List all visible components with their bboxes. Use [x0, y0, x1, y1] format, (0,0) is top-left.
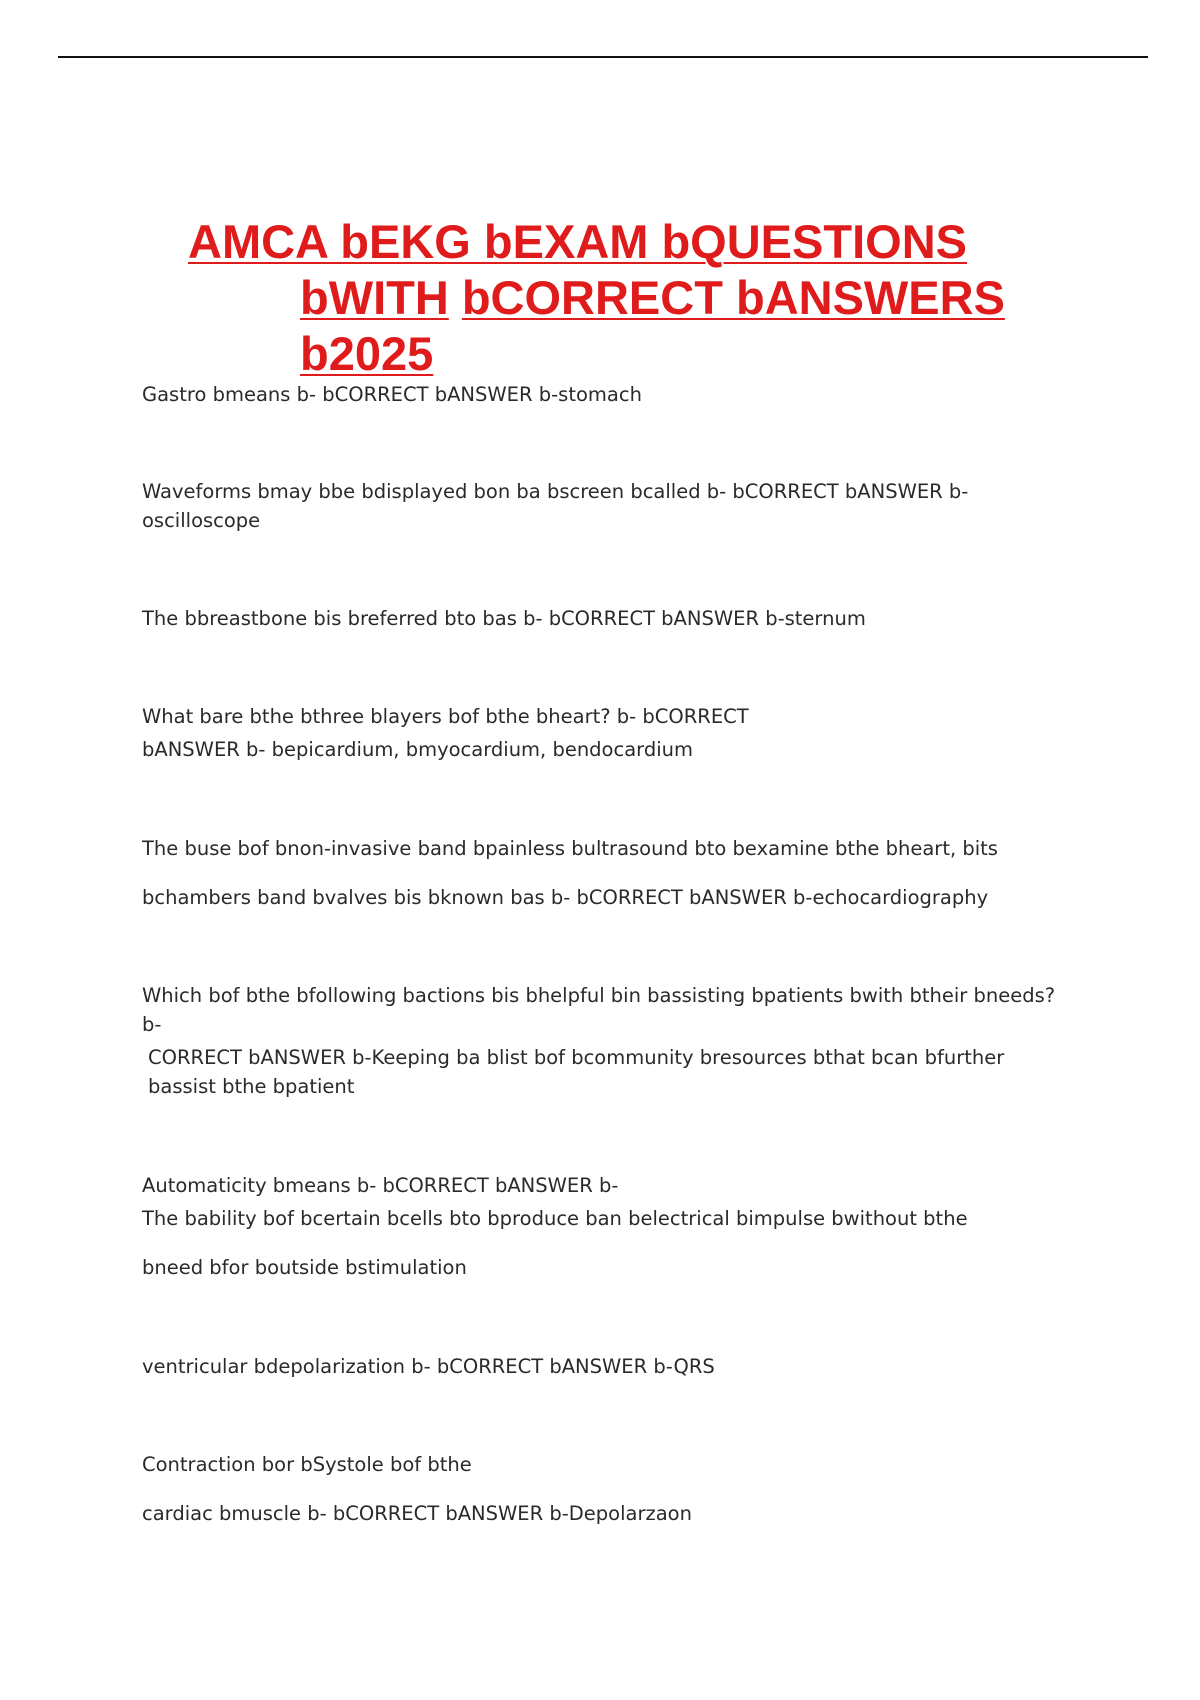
qa-line: b- [142, 1013, 162, 1036]
qa-item-1 [142, 380, 642, 409]
qa-line: bANSWER b- bepicardium, bmyocardium, bendocardium [142, 738, 693, 761]
qa-line: CORRECT bANSWER b-Keeping ba blist bof bcommunity bresources bthat bcan bfurther [148, 1046, 1005, 1069]
qa-line: ventricular bdepolarization b- bCORRECT bANSWER b-QRS [142, 1355, 715, 1378]
qa-line: Contraction bor bSystole bof bthe [142, 1453, 472, 1476]
qa-line: The bability bof bcertain bcells bto bproduce ban belectrical bimpulse bwithout bthe [142, 1207, 968, 1230]
qa-line: Which bof bthe bfollowing bactions bis bhelpful bin bassisting bpatients bwith btheir bneeds? [142, 984, 1056, 1007]
qa-item-9 [142, 1450, 692, 1528]
qa-item-6 [142, 981, 1055, 1101]
qa-item-3 [142, 604, 866, 633]
qa-line: Automaticity bmeans b- bCORRECT bANSWER b- [142, 1174, 619, 1197]
qa-line: Gastro bmeans b- bCORRECT bANSWER b-stomach [142, 383, 642, 406]
qa-line: The bbreastbone bis breferred bto bas b- bCORRECT bANSWER b-sternum [142, 607, 866, 630]
qa-item-8 [142, 1352, 715, 1381]
qa-line: cardiac bmuscle b- bCORRECT bANSWER b-Depolarzaon [142, 1502, 692, 1525]
qa-line: oscilloscope [142, 509, 261, 532]
title-line-2 [188, 270, 1088, 326]
qa-line: bneed bfor boutside bstimulation [142, 1256, 467, 1279]
qa-item-5 [142, 834, 998, 912]
header-rule [58, 56, 1148, 58]
qa-line: What bare bthe bthree blayers bof bthe bheart? b- bCORRECT [142, 705, 749, 728]
title-line-3: b2025 [300, 327, 434, 380]
qa-line: Waveforms bmay bbe bdisplayed bon ba bscreen bcalled b- bCORRECT bANSWER b- [142, 480, 969, 503]
title-line-1: AMCA bEKG bEXAM bQUESTIONS [188, 215, 967, 268]
qa-item-2 [142, 477, 968, 535]
qa-line: bchambers band bvalves bis bknown bas b- bCORRECT bANSWER b-echocardiography [142, 886, 989, 909]
title-line-2b: bCORRECT bANSWERS [461, 271, 1005, 324]
title-line-2a: bWITH [300, 271, 449, 324]
document-title [188, 214, 1088, 382]
qa-item-4 [142, 702, 749, 764]
qa-item-7 [142, 1171, 968, 1282]
qa-line: The buse bof bnon-invasive band bpainless bultrasound bto bexamine bthe bheart, bits [142, 837, 998, 860]
qa-line: bassist bthe bpatient [148, 1075, 355, 1098]
